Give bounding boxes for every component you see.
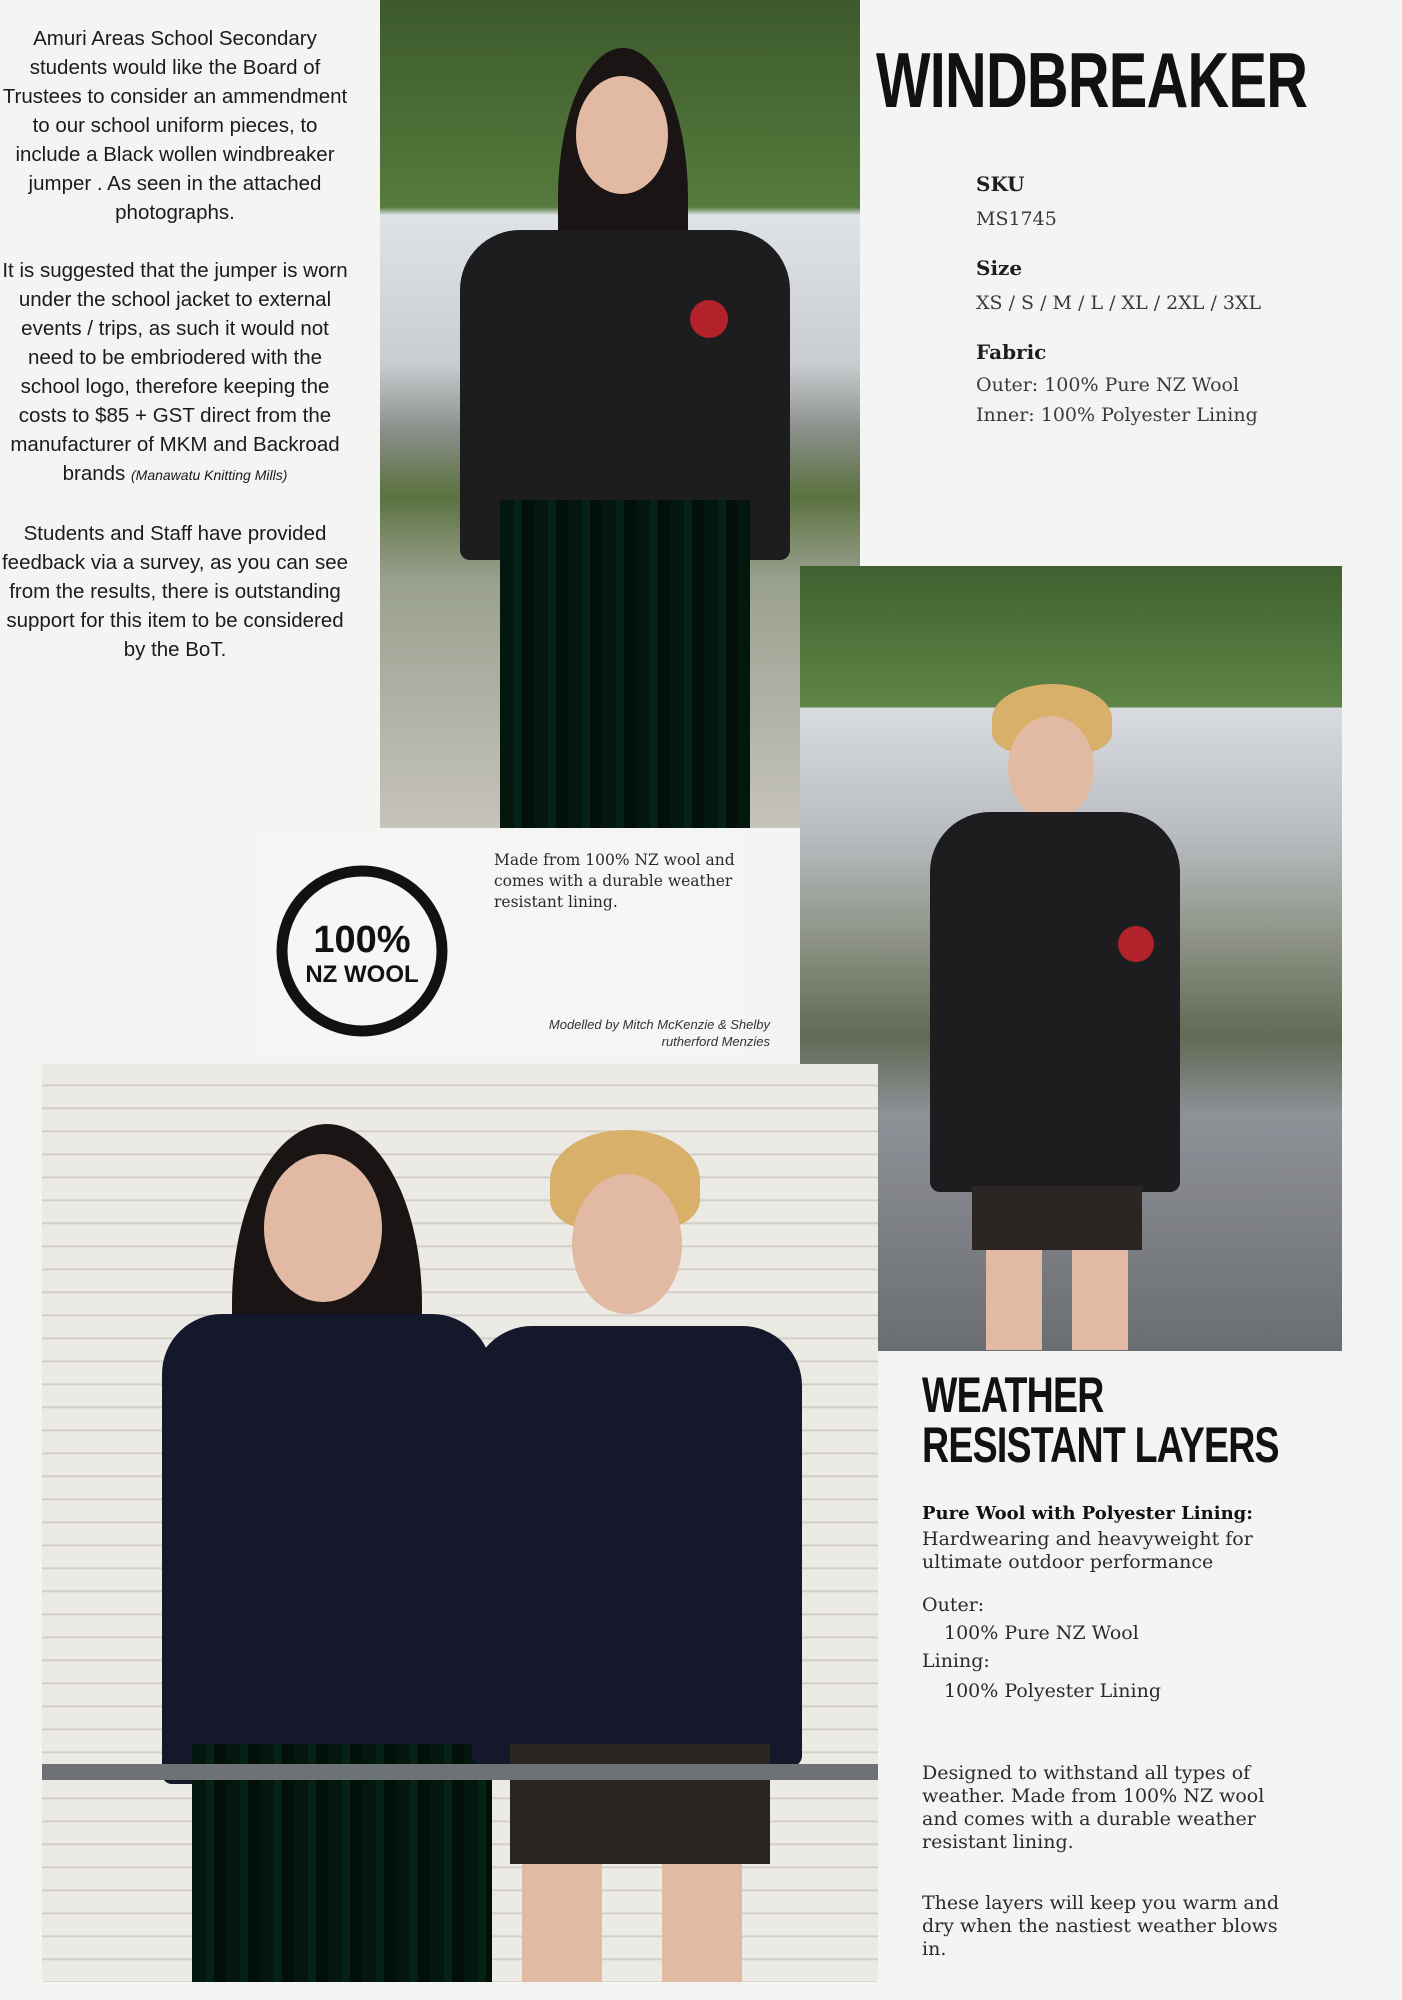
wool-caption: Made from 100% NZ wool and comes with a durable weather resistant lining. bbox=[494, 851, 735, 911]
photo-figure-face bbox=[1008, 716, 1094, 820]
photo-figure-face bbox=[576, 76, 668, 194]
intro-paragraph-2-text: It is suggested that the jumper is worn under the school jacket to external events / trips, as such it would not need to be embriodered with the school logo, therefore keeping the costs to $85 + GST direct from the manufacturer of MKM and Backroad brands bbox=[2, 259, 348, 485]
intro-paragraph-3: Students and Staff have provided feedback via a survey, as you can see from the results, there is outstanding support for this item to be considered by the BoT. bbox=[1, 522, 349, 661]
size-label: Size bbox=[976, 256, 1023, 280]
fabric-inner: Inner: 100% Polyester Lining bbox=[976, 404, 1258, 426]
wool-badge bbox=[262, 864, 462, 1038]
weather-paragraph-1: Designed to withstand all types of weather. Made from 100% NZ wool and comes with a durable weather resistant lining. bbox=[922, 1762, 1265, 1853]
photo-figure-shorts bbox=[510, 1744, 770, 1864]
wool-badge-line1: 100% bbox=[313, 919, 411, 961]
photo-figure-face bbox=[264, 1154, 382, 1302]
weather-title-line1: WEATHER bbox=[922, 1367, 1104, 1423]
weather-title-line2: RESISTANT LAYERS bbox=[922, 1417, 1279, 1473]
intro-paragraph-2 bbox=[0, 256, 350, 490]
school-logo-icon bbox=[690, 300, 728, 338]
weather-subhead-text: Hardwearing and heavyweight for ultimate outdoor performance bbox=[922, 1528, 1253, 1573]
product-title: WINDBREAKER bbox=[876, 36, 1308, 124]
brand-note: (Manawatu Knitting Mills) bbox=[131, 467, 288, 483]
weather-subhead: Pure Wool with Polyester Lining: bbox=[922, 1503, 1253, 1524]
photo-figure-kilt bbox=[500, 500, 750, 828]
photo-girl-jacket bbox=[380, 0, 860, 828]
outer-value: 100% Pure NZ Wool bbox=[944, 1622, 1139, 1644]
photo-railing bbox=[42, 1764, 878, 1780]
weather-paragraph-2: These layers will keep you warm and dry when the nastiest weather blows in. bbox=[922, 1892, 1280, 1960]
photo-figure-leg-left bbox=[522, 1864, 602, 1982]
intro-paragraph-1: Amuri Areas School Secondary students would like the Board of Trustees to consider an ammendment to our school uniform pieces, to include a Black wollen windbreaker jumper . As seen in the attached photographs. bbox=[2, 27, 348, 224]
wool-badge-circle-icon bbox=[262, 864, 462, 1038]
weather-title bbox=[922, 1367, 1279, 1473]
fabric-label: Fabric bbox=[976, 340, 1047, 364]
photo-boy-jacket bbox=[800, 566, 1342, 1351]
photo-figure-leg-left bbox=[986, 1250, 1042, 1350]
intro-text bbox=[0, 24, 350, 693]
outer-label: Outer: bbox=[922, 1594, 985, 1616]
photo-figure-leg-right bbox=[1072, 1250, 1128, 1350]
model-credit: Modelled by Mitch McKenzie & Shelby rutherford Menzies bbox=[548, 1017, 770, 1049]
photo-figure-leg-right bbox=[662, 1864, 742, 1982]
school-logo-icon bbox=[1118, 926, 1154, 962]
sku-value: MS1745 bbox=[976, 208, 1057, 230]
photo-students-jumpers bbox=[42, 1064, 878, 1982]
size-value: XS / S / M / L / XL / 2XL / 3XL bbox=[976, 292, 1262, 314]
photo-figure-face bbox=[572, 1174, 682, 1314]
photo-figure-jumper bbox=[162, 1314, 492, 1784]
photo-figure-jumper bbox=[472, 1326, 802, 1766]
sku-label: SKU bbox=[976, 172, 1025, 196]
fabric-outer: Outer: 100% Pure NZ Wool bbox=[976, 374, 1240, 396]
wool-badge-line2: NZ WOOL bbox=[305, 961, 419, 988]
lining-label: Lining: bbox=[922, 1650, 990, 1672]
photo-figure-shorts bbox=[972, 1186, 1142, 1250]
photo-figure-jacket bbox=[930, 812, 1180, 1192]
lining-value: 100% Polyester Lining bbox=[944, 1680, 1162, 1702]
